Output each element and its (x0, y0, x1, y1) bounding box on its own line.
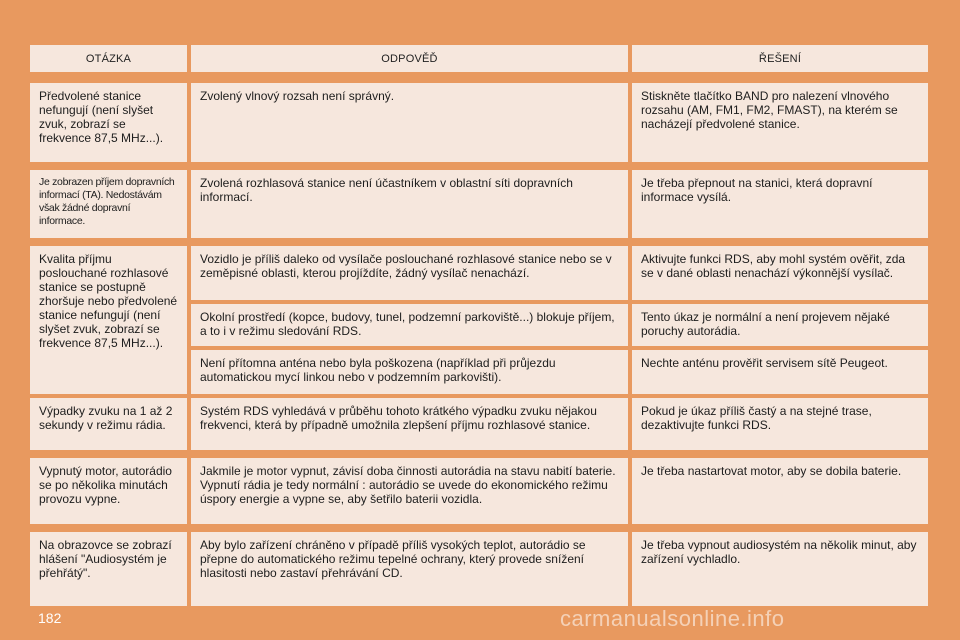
question-cell: Je zobrazen příjem dopravních informací (TA). Nedostávám však žádné dopravní informace. (30, 170, 187, 238)
answer-cell: Aby bylo zařízení chráněno v případě příliš vysokých teplot, autorádio se přepne do automatického režimu tepelné ochrany, který provede snížení hlasitosti nebo zastaví přehrávání CD. (191, 532, 628, 606)
question-cell: Kvalita příjmu poslouchané rozhlasové stanice se postupně zhoršuje nebo předvolené stanice nefungují (není slyšet zvuk, zobrazí se frekvence 87,5 MHz...). (30, 246, 187, 394)
answer-cell: Jakmile je motor vypnut, závisí doba činnosti autorádia na stavu nabití baterie. Vypnutí rádia je tedy normální : autorádio se uvede do ekonomického režimu úspory energie a vypne se, aby šetřilo baterii vozidla. (191, 458, 628, 524)
question-cell: Předvolené stanice nefungují (není slyšet zvuk, zobrazí se frekvence 87,5 MHz...). (30, 83, 187, 162)
answer-cell: Okolní prostředí (kopce, budovy, tunel, podzemní parkoviště...) blokuje příjem, a to i v režimu sledování RDS. (191, 304, 628, 346)
answer-cell: Systém RDS vyhledává v průběhu tohoto krátkého výpadku zvuku nějakou frekvenci, která by případně umožnila zlepšení příjmu rozhlasové stanice. (191, 398, 628, 450)
header-solution: ŘEŠENÍ (632, 45, 928, 72)
answer-cell: Vozidlo je příliš daleko od vysílače poslouchané rozhlasové stanice nebo se v zeměpisné oblasti, kterou projíždíte, žádný vysílač nenachází. (191, 246, 628, 300)
question-cell: Výpadky zvuku na 1 až 2 sekundy v režimu rádia. (30, 398, 187, 450)
solution-cell: Je třeba vypnout audiosystém na několik minut, aby zařízení vychladlo. (632, 532, 928, 606)
answer-cell: Není přítomna anténa nebo byla poškozena (například při průjezdu automatickou mycí linkou nebo v podzemním parkovišti). (191, 350, 628, 394)
question-cell: Na obrazovce se zobrazí hlášení "Audiosystém je přehřátý". (30, 532, 187, 606)
solution-cell: Tento úkaz je normální a není projevem nějaké poruchy autorádia. (632, 304, 928, 346)
solution-cell: Aktivujte funkci RDS, aby mohl systém ověřit, zda se v dané oblasti nenachází výkonnější vysílač. (632, 246, 928, 300)
page-number: 182 (38, 610, 62, 626)
answer-cell: Zvolený vlnový rozsah není správný. (191, 83, 628, 162)
solution-cell: Je třeba nastartovat motor, aby se dobila baterie. (632, 458, 928, 524)
question-cell: Vypnutý motor, autorádio se po několika minutách provozu vypne. (30, 458, 187, 524)
header-question: OTÁZKA (30, 45, 187, 72)
troubleshooting-table (30, 45, 928, 606)
watermark: carmanualsonline.info (560, 606, 785, 631)
solution-cell: Nechte anténu prověřit servisem sítě Peugeot. (632, 350, 928, 394)
header-answer: ODPOVĚĎ (191, 45, 628, 72)
answer-cell: Zvolená rozhlasová stanice není účastníkem v oblastní síti dopravních informací. (191, 170, 628, 238)
solution-cell: Pokud je úkaz příliš častý a na stejné trase, dezaktivujte funkci RDS. (632, 398, 928, 450)
solution-cell: Je třeba přepnout na stanici, která dopravní informace vysílá. (632, 170, 928, 238)
solution-cell: Stiskněte tlačítko BAND pro nalezení vlnového rozsahu (AM, FM1, FM2, FMAST), na kterém se nacházejí předvolené stanice. (632, 83, 928, 162)
